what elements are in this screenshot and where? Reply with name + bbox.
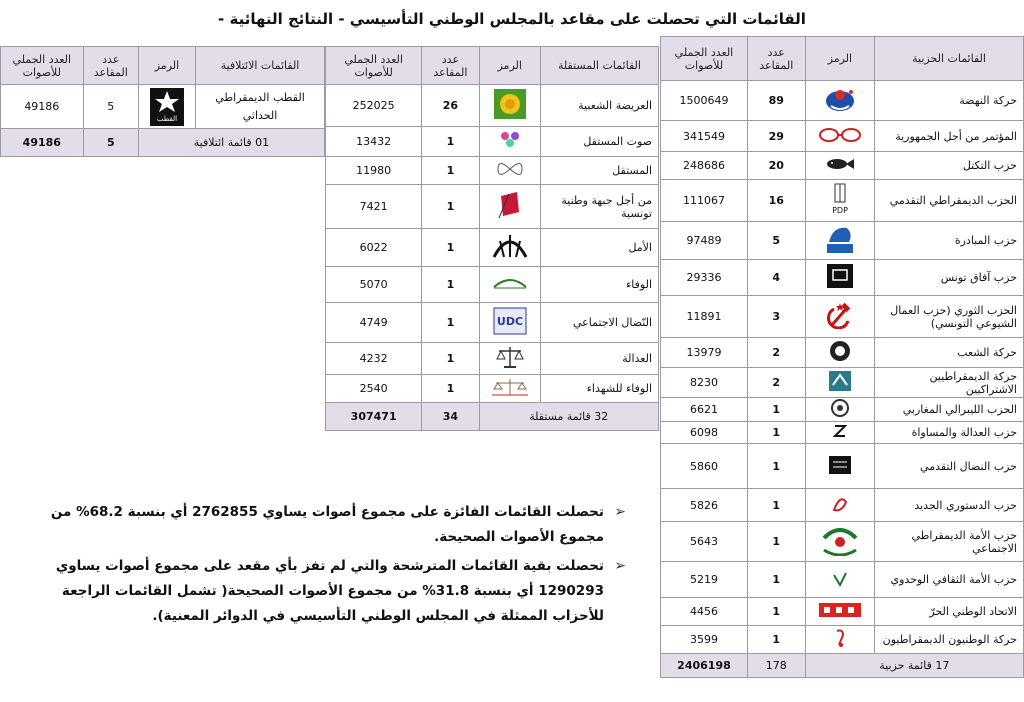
party-seats: 5 bbox=[747, 222, 805, 260]
table-row bbox=[661, 368, 1024, 398]
table-row bbox=[326, 343, 659, 375]
party-votes: 111067 bbox=[661, 180, 748, 222]
table-row bbox=[661, 180, 1024, 222]
party-name: حزب المبادرة bbox=[875, 222, 1024, 260]
party-name: حزب العدالة والمساواة bbox=[875, 422, 1024, 444]
header-coal-votes: العدد الجملي للأصوات bbox=[1, 47, 84, 85]
party-seats: 3 bbox=[747, 296, 805, 338]
indep-votes: 7421 bbox=[326, 185, 422, 229]
afek-icon bbox=[805, 260, 875, 296]
indep-name: صوت المستقل bbox=[540, 127, 658, 157]
party-seats: 2 bbox=[747, 368, 805, 398]
upl-icon bbox=[805, 598, 875, 626]
indep-name: المستقل bbox=[540, 157, 658, 185]
party-votes: 97489 bbox=[661, 222, 748, 260]
party-seats: 1 bbox=[747, 422, 805, 444]
coal-total-row bbox=[1, 129, 325, 157]
watad-icon bbox=[805, 626, 875, 654]
header-party-votes: العدد الجملي للأصوات bbox=[661, 37, 748, 81]
coalition-lists-table bbox=[0, 46, 325, 157]
coal-name: القطب الديمقراطي الحداثي bbox=[196, 85, 325, 129]
party-name: حزب الأمة الديمقراطي الاجتماعي bbox=[875, 522, 1024, 562]
justice-equality-icon bbox=[805, 422, 875, 444]
independent-voice-icon bbox=[479, 127, 540, 157]
header-party-name: القائمات الحزبية bbox=[875, 37, 1024, 81]
header-party-seats: عدد المقاعد bbox=[747, 37, 805, 81]
header-coal-seats: عدد المقاعد bbox=[83, 47, 138, 85]
header-indep-name: القائمات المستقلة bbox=[540, 47, 658, 85]
party-votes: 1500649 bbox=[661, 81, 748, 121]
progressive-struggle-icon bbox=[805, 444, 875, 489]
party-seats: 1 bbox=[747, 398, 805, 422]
header-indep-symbol: الرمز bbox=[479, 47, 540, 85]
indep-name: الأمل bbox=[540, 229, 658, 267]
party-votes: 11891 bbox=[661, 296, 748, 338]
table-row bbox=[326, 85, 659, 127]
omma-cultural-icon bbox=[805, 562, 875, 598]
indep-votes: 13432 bbox=[326, 127, 422, 157]
party-name: حركة الوطنيون الديمقراطيون bbox=[875, 626, 1024, 654]
page-title: القائمات التي تحصلت على مقاعد بالمجلس الوطني التأسيسي - النتائج النهائية - bbox=[218, 10, 806, 28]
party-votes: 13979 bbox=[661, 338, 748, 368]
indep-name: العدالة bbox=[540, 343, 658, 375]
table-row bbox=[326, 127, 659, 157]
indep-seats: 1 bbox=[422, 267, 479, 303]
indep-votes: 6022 bbox=[326, 229, 422, 267]
indep-seats: 1 bbox=[422, 127, 479, 157]
header-coal-name: القائمات الائتلافية bbox=[196, 47, 325, 85]
party-lists-table bbox=[660, 36, 1024, 678]
indep-name: العريضة الشعبية bbox=[540, 85, 658, 127]
note-text: تحصلت القائمات الفائزة على مجموع أصوات يساوي 2762855 أي بنسبة 68.2% من مجموع الأصوات الصحيحة. bbox=[50, 504, 604, 545]
indep-votes: 4232 bbox=[326, 343, 422, 375]
header-party-symbol: الرمز bbox=[805, 37, 875, 81]
liberal-icon bbox=[805, 398, 875, 422]
table-row bbox=[326, 229, 659, 267]
party-seats: 1 bbox=[747, 626, 805, 654]
table-row bbox=[661, 598, 1024, 626]
party-name: حركة النهضة bbox=[875, 81, 1024, 121]
indep-total-row bbox=[326, 403, 659, 431]
table-row bbox=[661, 522, 1024, 562]
party-seats: 29 bbox=[747, 121, 805, 152]
indep-seats: 26 bbox=[422, 85, 479, 127]
party-seats: 20 bbox=[747, 152, 805, 180]
coal-votes: 49186 bbox=[1, 85, 84, 129]
indep-name: الوفاء للشهداء bbox=[540, 375, 658, 403]
party-total-votes: 2406198 bbox=[661, 654, 748, 678]
party-name: حركة الديمقراطيين الاشتراكيين bbox=[875, 368, 1024, 398]
party-name: الحزب الديمقراطي التقدمي bbox=[875, 180, 1024, 222]
party-seats: 1 bbox=[747, 489, 805, 522]
indep-votes: 5070 bbox=[326, 267, 422, 303]
party-name: حزب الدستوري الجديد bbox=[875, 489, 1024, 522]
butterfly-icon bbox=[479, 157, 540, 185]
table-row bbox=[326, 185, 659, 229]
party-votes: 341549 bbox=[661, 121, 748, 152]
party-votes: 29336 bbox=[661, 260, 748, 296]
omma-icon bbox=[805, 522, 875, 562]
party-votes: 3599 bbox=[661, 626, 748, 654]
ennahda-lantern-icon bbox=[805, 81, 875, 121]
party-total-row bbox=[661, 654, 1024, 678]
table-row bbox=[661, 222, 1024, 260]
indep-seats: 1 bbox=[422, 343, 479, 375]
table-row bbox=[326, 267, 659, 303]
table-row bbox=[326, 303, 659, 343]
table-row bbox=[326, 157, 659, 185]
party-votes: 5219 bbox=[661, 562, 748, 598]
party-total-label: 17 قائمة حزبية bbox=[805, 654, 1023, 678]
scales-icon bbox=[479, 343, 540, 375]
martyrs-icon bbox=[479, 375, 540, 403]
party-name: حزب التكتل bbox=[875, 152, 1024, 180]
table-row bbox=[661, 626, 1024, 654]
indep-votes: 2540 bbox=[326, 375, 422, 403]
mds-icon bbox=[805, 368, 875, 398]
party-votes: 8230 bbox=[661, 368, 748, 398]
party-votes: 5826 bbox=[661, 489, 748, 522]
indep-seats: 1 bbox=[422, 375, 479, 403]
party-votes: 248686 bbox=[661, 152, 748, 180]
party-votes: 5643 bbox=[661, 522, 748, 562]
party-name: الحزب الليبرالي المغاربي bbox=[875, 398, 1024, 422]
indep-name: الوفاء bbox=[540, 267, 658, 303]
header-indep-seats: عدد المقاعد bbox=[422, 47, 479, 85]
party-seats: 2 bbox=[747, 338, 805, 368]
coal-total-votes: 49186 bbox=[1, 129, 84, 157]
table-row bbox=[661, 444, 1024, 489]
note-text: تحصلت بقية القائمات المترشحة والتي لم تفز بأي مقعد على مجموع أصوات يساوي 1290293 أي بنسبة 31.8% من مجموع الأصوات الصحيحة( تشمل القائمات الراجعة للأحزاب الممثلة في المجلس الوطني التأسيسي في الدوائر المعنية). bbox=[55, 558, 604, 624]
arrow-bullet-icon: ➢ bbox=[614, 558, 626, 574]
table-row bbox=[661, 338, 1024, 368]
wafa-icon bbox=[479, 267, 540, 303]
amal-icon bbox=[479, 229, 540, 267]
party-name: المؤتمر من أجل الجمهورية bbox=[875, 121, 1024, 152]
coal-total-label: 01 قائمة ائتلافية bbox=[138, 129, 324, 157]
party-name: حركة الشعب bbox=[875, 338, 1024, 368]
header-coal-symbol: الرمز bbox=[138, 47, 195, 85]
glasses-icon bbox=[805, 121, 875, 152]
table-row bbox=[661, 260, 1024, 296]
note-item bbox=[6, 500, 626, 550]
party-name: الحزب الثوري (حزب العمال الشيوعي التونسي) bbox=[875, 296, 1024, 338]
indep-seats: 1 bbox=[422, 185, 479, 229]
table-row bbox=[661, 562, 1024, 598]
table-row bbox=[661, 121, 1024, 152]
results-notes bbox=[6, 500, 626, 633]
table-row bbox=[326, 375, 659, 403]
pole-star-icon bbox=[138, 85, 195, 129]
table-row bbox=[661, 422, 1024, 444]
party-seats: 89 bbox=[747, 81, 805, 121]
party-seats: 1 bbox=[747, 522, 805, 562]
table-row bbox=[661, 489, 1024, 522]
coal-seats: 5 bbox=[83, 85, 138, 129]
echaab-icon bbox=[805, 338, 875, 368]
party-name: حزب الأمة الثقافي الوحدوي bbox=[875, 562, 1024, 598]
svg-text:PDP: PDP bbox=[831, 206, 848, 215]
party-votes: 5860 bbox=[661, 444, 748, 489]
new-destour-icon bbox=[805, 489, 875, 522]
udc-icon bbox=[479, 303, 540, 343]
indep-votes: 252025 bbox=[326, 85, 422, 127]
indep-name: من أجل جبهة وطنية تونسية bbox=[540, 185, 658, 229]
party-name: حزب النضال التقدمي bbox=[875, 444, 1024, 489]
indep-name: النّضال الاجتماعي bbox=[540, 303, 658, 343]
header-indep-votes: العدد الجملي للأصوات bbox=[326, 47, 422, 85]
party-seats: 1 bbox=[747, 598, 805, 626]
table-row bbox=[661, 296, 1024, 338]
party-name: الاتحاد الوطني الحرّ bbox=[875, 598, 1024, 626]
table-row bbox=[661, 398, 1024, 422]
sun-icon bbox=[479, 85, 540, 127]
national-front-icon bbox=[479, 185, 540, 229]
indep-votes: 4749 bbox=[326, 303, 422, 343]
party-seats: 4 bbox=[747, 260, 805, 296]
party-votes: 6098 bbox=[661, 422, 748, 444]
indep-seats: 1 bbox=[422, 157, 479, 185]
party-seats: 1 bbox=[747, 444, 805, 489]
pole-caption: القطب bbox=[156, 114, 178, 123]
party-total-seats: 178 bbox=[747, 654, 805, 678]
indep-votes: 11980 bbox=[326, 157, 422, 185]
indep-total-label: 32 قائمة مستقلة bbox=[479, 403, 659, 431]
coal-total-seats: 5 bbox=[83, 129, 138, 157]
pdp-icon bbox=[805, 180, 875, 222]
arrow-bullet-icon: ➢ bbox=[614, 504, 626, 520]
party-seats: 1 bbox=[747, 562, 805, 598]
party-votes: 6621 bbox=[661, 398, 748, 422]
indep-total-seats: 34 bbox=[422, 403, 479, 431]
svg-text:UDC: UDC bbox=[496, 315, 523, 328]
eagle-icon bbox=[805, 222, 875, 260]
indep-seats: 1 bbox=[422, 303, 479, 343]
indep-total-votes: 307471 bbox=[326, 403, 422, 431]
indep-seats: 1 bbox=[422, 229, 479, 267]
hammer-sickle-icon bbox=[805, 296, 875, 338]
table-row bbox=[1, 85, 325, 129]
independent-lists-table bbox=[325, 46, 659, 431]
note-item bbox=[6, 554, 626, 629]
table-row bbox=[661, 81, 1024, 121]
fish-icon bbox=[805, 152, 875, 180]
party-seats: 16 bbox=[747, 180, 805, 222]
party-name: حزب آفاق تونس bbox=[875, 260, 1024, 296]
table-row bbox=[661, 152, 1024, 180]
party-votes: 4456 bbox=[661, 598, 748, 626]
